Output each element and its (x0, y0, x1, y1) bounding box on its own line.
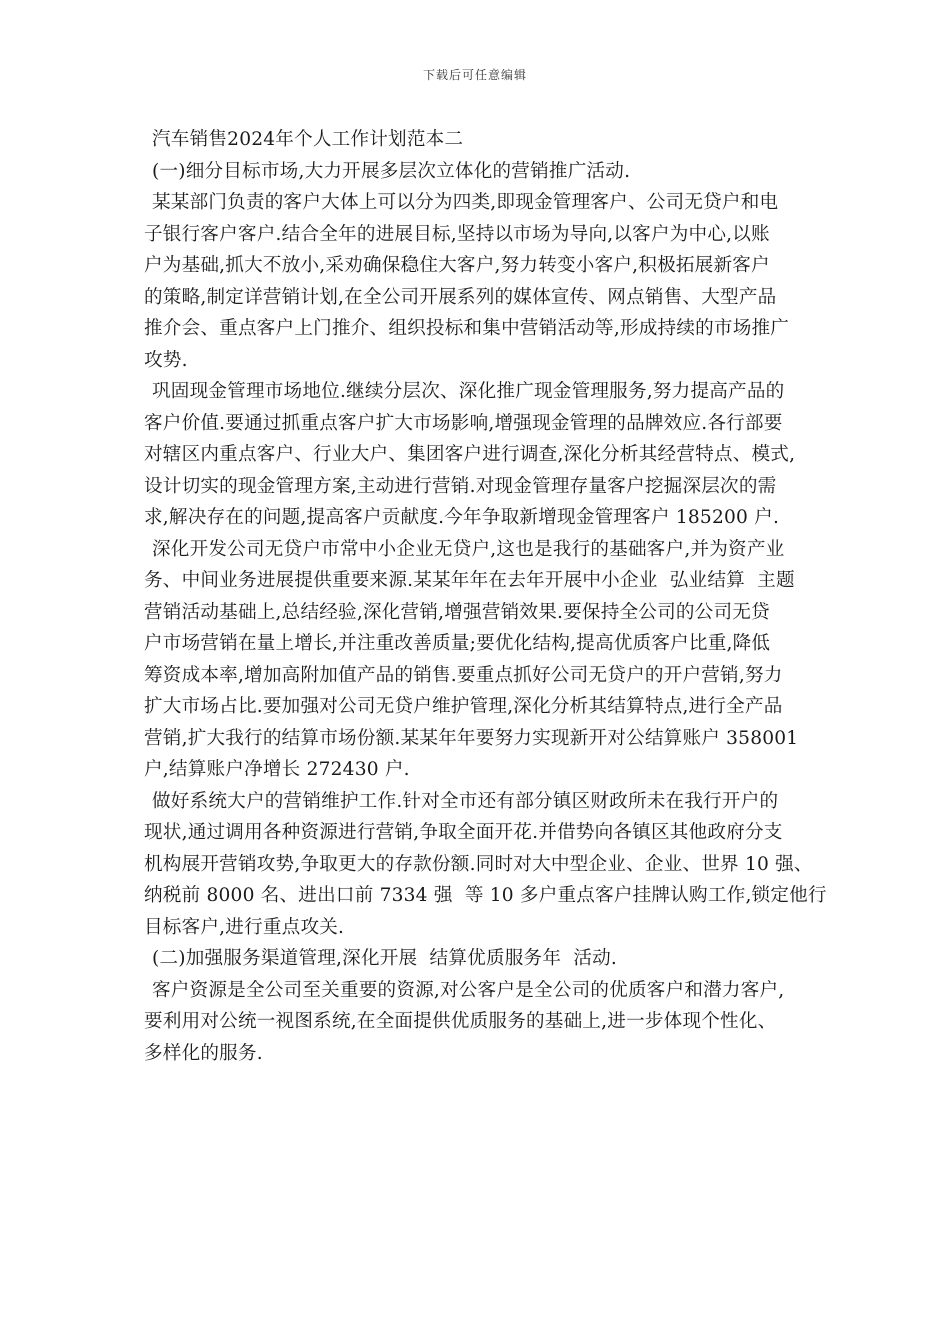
paragraph-line: 营销活动基础上,总结经验,深化营销,增强营销效果.要保持全公司的公司无贷 (144, 601, 770, 623)
paragraph-line: 户市场营销在量上增长,并注重改善质量;要优化结构,提高优质客户比重,降低 (144, 633, 771, 654)
paragraph-line: 的策略,制定详营销计划,在全公司开展系列的媒体宣传、网点销售、大型产品 (144, 286, 777, 308)
paragraph-line: 目标客户,进行重点攻关. (144, 916, 345, 938)
paragraph-line: 某某部门负责的客户大体上可以分为四类,即现金管理客户、公司无贷户和电 (152, 192, 779, 213)
paragraph-line: 户为基础,抓大不放小,采劝确保稳住大客户,努力转变小客户,积极拓展新客户 (144, 255, 770, 276)
paragraph-line: 推介会、重点客户上门推介、组织投标和集中营销活动等,形成持续的市场推广 (144, 318, 790, 339)
paragraph-line: 求,解决存在的问题,提高客户贡献度.今年争取新增现金管理客户 185200 户. (144, 507, 780, 528)
paragraph-line: 多样化的服务. (144, 1042, 263, 1064)
paragraph-line: 户,结算账户净增长 272430 户. (144, 759, 410, 780)
paragraph (144, 534, 809, 786)
document-title: 汽车销售2024年个人工作计划范本二 (152, 129, 464, 150)
section-heading: (一)细分目标市场,大力开展多层次立体化的营销推广活动. (152, 160, 631, 182)
paragraph-line: 现状,通过调用各种资源进行营销,争取全面开花.并借势向各镇区其他政府分支 (144, 822, 783, 843)
paragraph-line: 攻势. (144, 349, 188, 371)
paragraph-line: 机构展开营销攻势,争取更大的存款份额.同时对大中型企业、企业、世界 10 强、 (144, 853, 813, 875)
paragraph (144, 187, 809, 376)
paragraph-line: 扩大市场占比.要加强对公司无贷户维护管理,深化分析其结算特点,进行全产品 (144, 696, 783, 717)
paragraph-line: 深化开发公司无贷户市常中小企业无贷户,这也是我行的基础客户,并为资产业 (152, 538, 785, 560)
paragraph-line: 设计切实的现金管理方案,主动进行营销.对现金管理存量客户挖掘深层次的需 (144, 475, 777, 497)
paragraph-line: 营销,扩大我行的结算市场份额.某某年年要努力实现新开对公结算账户 358001 (144, 727, 799, 749)
page-header-note: 下载后可任意编辑 (422, 68, 527, 82)
paragraph-line: 做好系统大户的营销维护工作.针对全市还有部分镇区财政所未在我行开户的 (152, 790, 779, 812)
paragraph (144, 786, 827, 944)
paragraph-line: 要利用对公统一视图系统,在全面提供优质服务的基础上,进一步体现个性化、 (144, 1011, 777, 1032)
paragraph-line: 务、中间业务进展提供重要来源.某某年年在去年开展中小企业 弘业结算 主题 (144, 570, 795, 591)
paragraph (144, 376, 809, 534)
paragraph-line: 巩固现金管理市场地位.继续分层次、深化推广现金管理服务,努力提高产品的 (152, 381, 785, 402)
paragraph-line: 对辖区内重点客户、行业大户、集团客户进行调查,深化分析其经营特点、模式, (144, 444, 796, 465)
paragraph-line: 子银行客户客户.结合全年的进展目标,坚持以市场为导向,以客户为中心,以账 (144, 223, 770, 245)
document-body (144, 124, 827, 1069)
paragraph-line: 客户价值.要通过抓重点客户扩大市场影响,增强现金管理的品牌效应.各行部要 (144, 412, 783, 434)
paragraph-line: 纳税前 8000 名、进出口前 7334 强 等 10 多户重点客户挂牌认购工作,锁定他行 (144, 885, 827, 906)
paragraph-line: 筹资成本率,增加高附加值产品的销售.要重点抓好公司无贷户的开户营销,努力 (144, 664, 783, 686)
paragraph (144, 975, 809, 1070)
section-heading: (二)加强服务渠道管理,深化开展 结算优质服务年 活动. (152, 948, 618, 969)
paragraph-line: 客户资源是全公司至关重要的资源,对公客户是全公司的优质客户和潜力客户, (152, 979, 785, 1001)
